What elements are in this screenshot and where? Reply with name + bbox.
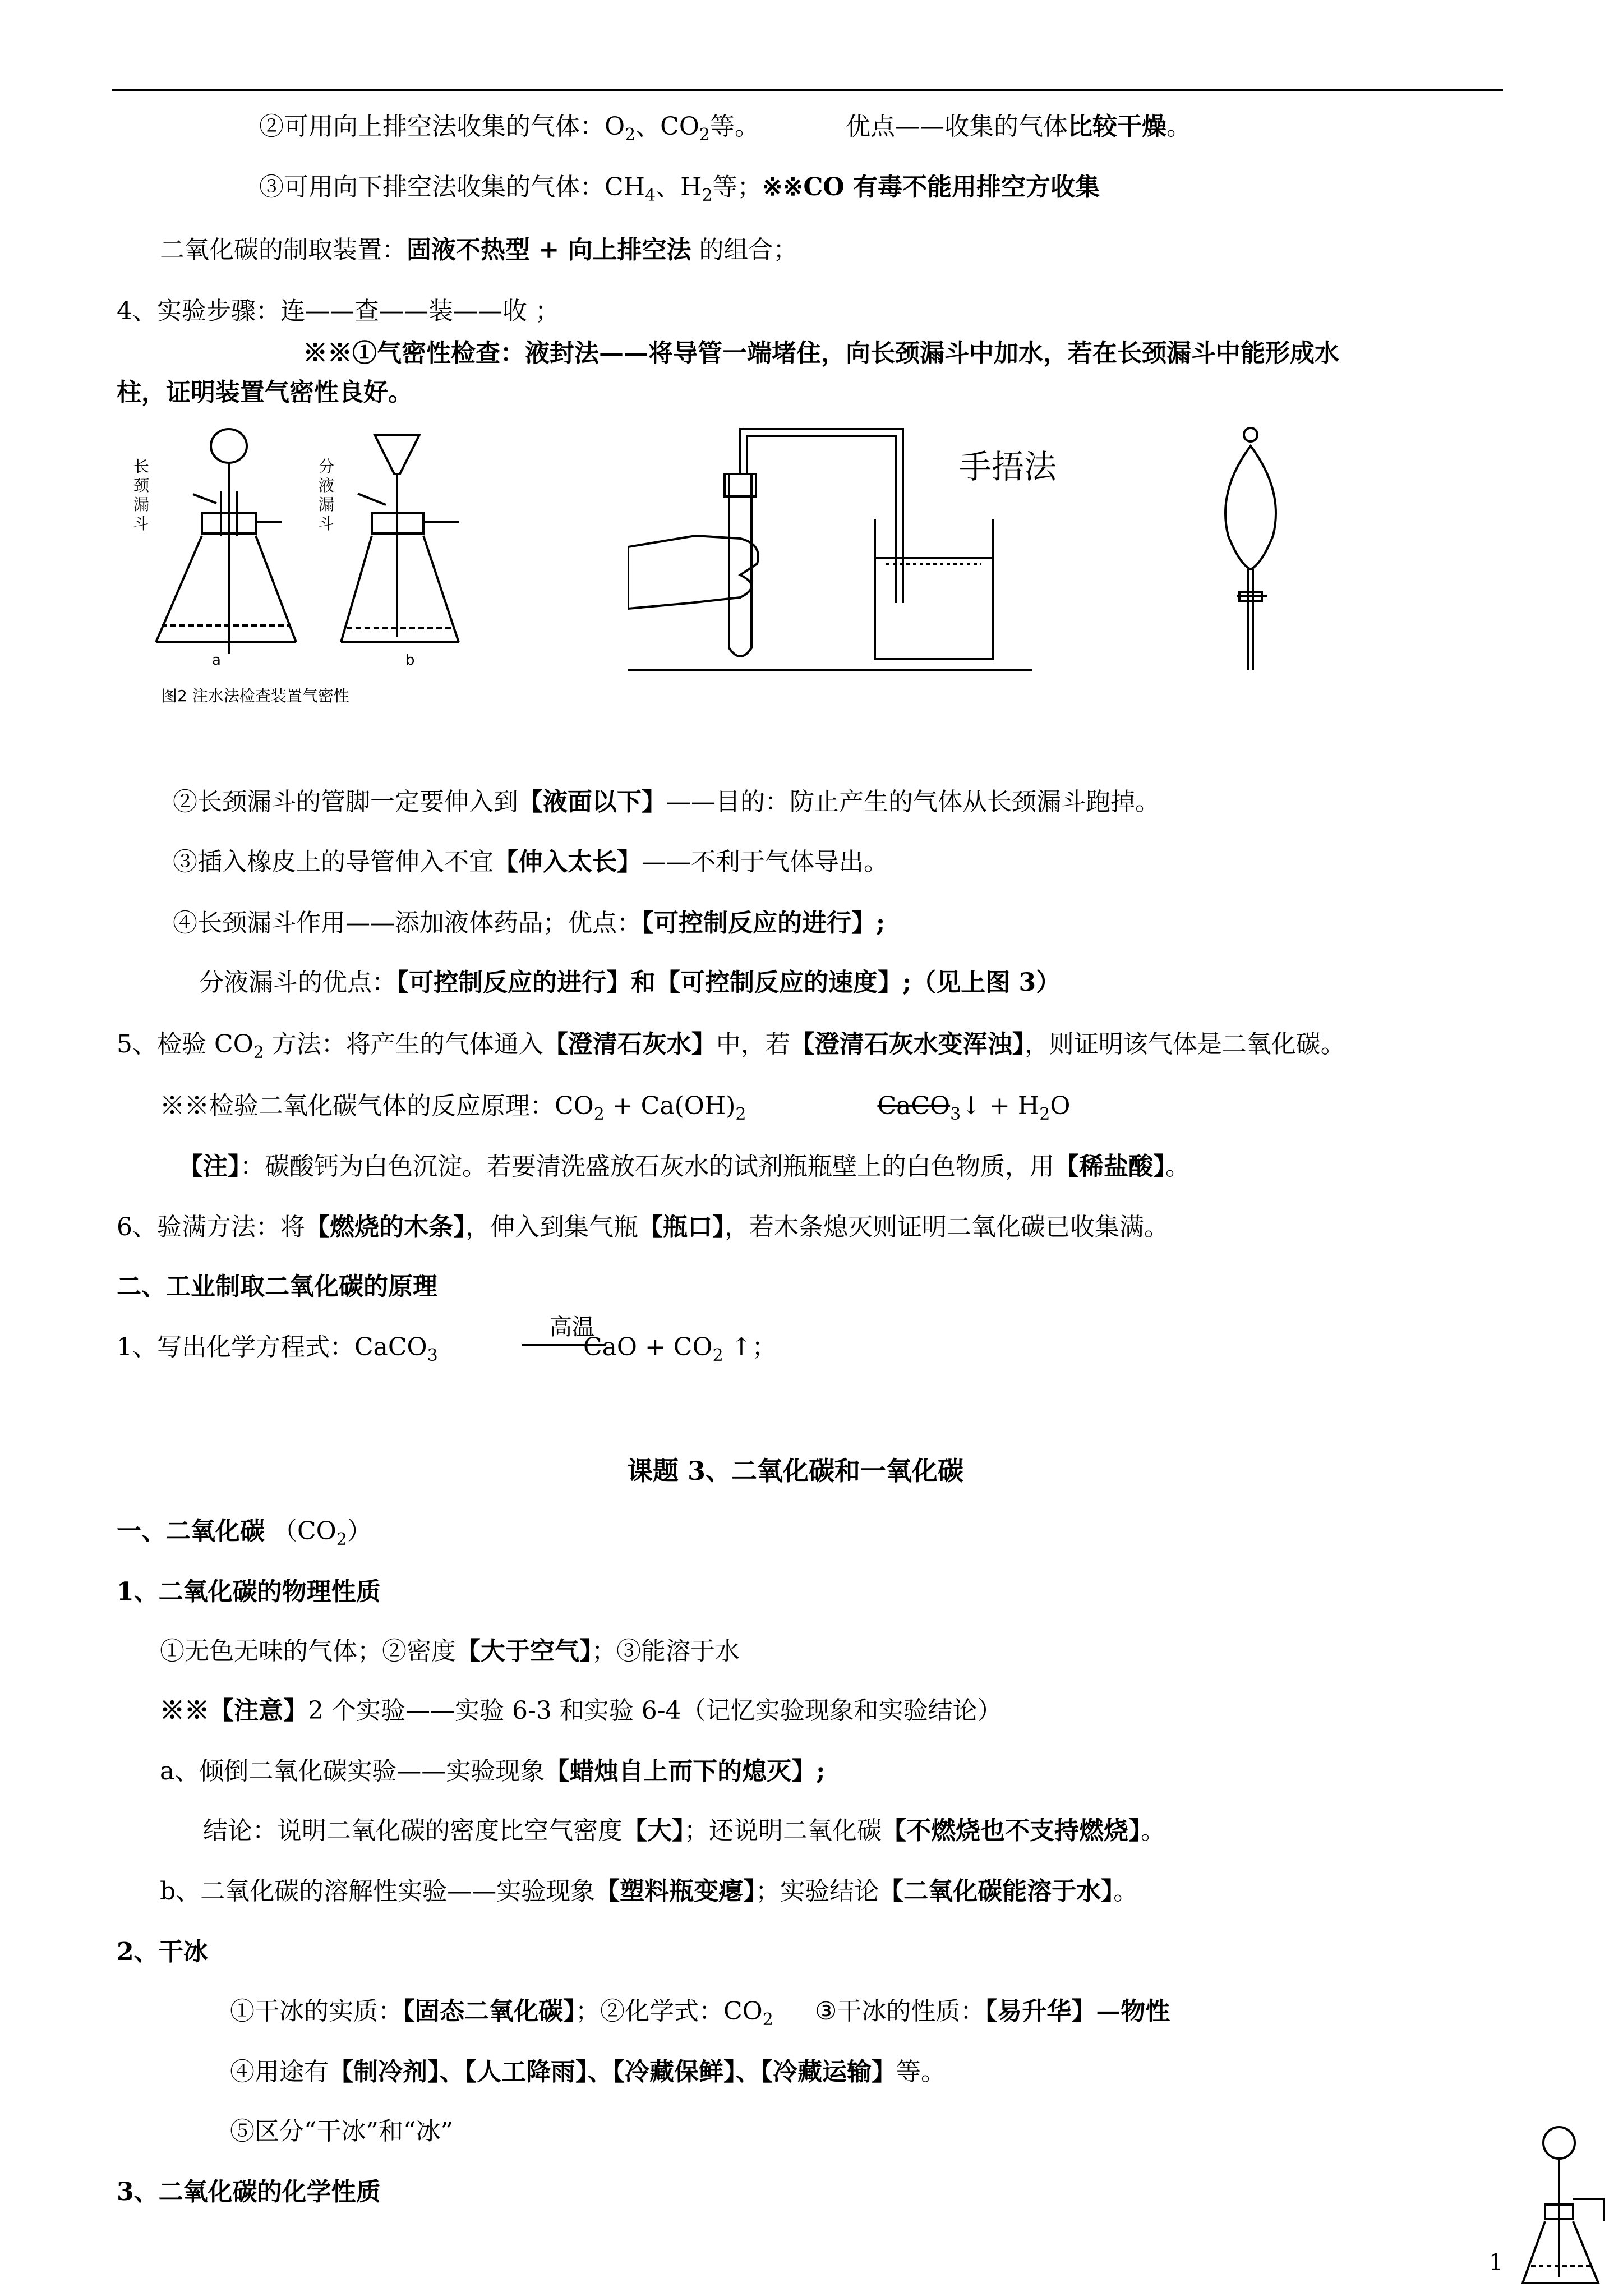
line-two-experiments: ※※【注意】2 个实验——实验 6-3 和实验 6-4（记忆实验现象和实验结论） [160,1696,1002,1725]
figure-water-injection-check [128,424,487,715]
fig2-label: 手捂法 [959,448,1057,486]
fig1-label-separatory-funnel: 分液漏斗 [319,457,335,533]
fig1-label-b: b [405,652,415,669]
figure-separatory-funnel [1206,424,1295,682]
fig1-caption: 图2 注水法检查装置气密性 [162,687,349,705]
line-experiment-steps: 4、实验步骤：连——查——装——收 ； [117,297,560,325]
heading-industrial-co2: 二、工业制取二氧化碳的原理 [117,1272,437,1301]
line-industrial-equation-products: CaO + $CO_2$ ↑； [583,1333,777,1365]
heading-carbon-dioxide: 一、二氧化碳 $(CO_2)$ [117,1517,372,1549]
line-note-calcium-carbonate: 【注】：碳酸钙为白色沉淀。若要清洗盛放石灰水的试剂瓶瓶壁上的白色物质，用【稀盐酸】。 [178,1152,1190,1181]
line-airtightness-check-cont: 柱，证明装置气密性良好。 [117,378,413,407]
line-upward-air-collection: ②可用向上排空法收集的气体：$O_2$、$CO_2$等。 优点——收集的气体比较干燥。 [259,112,1192,145]
line-full-check-method: 6、验满方法：将【燃烧的木条】，伸入到集气瓶【瓶口】，若木条熄灭则证明二氧化碳已收集满。 [117,1213,1169,1241]
separatory-funnel-illustration [1206,424,1295,682]
corner-flask-illustration [1514,2120,1615,2289]
line-solubility-experiment: b、二氧化碳的溶解性实验——实验现象【塑料瓶变瘪】；实验结论【二氧化碳能溶于水】。 [160,1877,1138,1906]
line-co2-test-method: 5、检验 $CO_2$ 方法：将产生的气体通入【澄清石灰水】中，若【澄清石灰水变浑浊】，则证明该气体是二氧化碳。 [117,1030,1345,1062]
line-airtightness-check: ※※①气密性检查：液封法——将导管一端堵住，向长颈漏斗中加水，若在长颈漏斗中能形成水 [303,339,1339,367]
page-number: 1 [1489,2249,1504,2275]
line-pouring-conclusion: 结论：说明二氧化碳的密度比空气密度【大】；还说明二氧化碳【不燃烧也不支持燃烧】。 [203,1816,1165,1845]
header-rule [112,89,1503,91]
line-dry-ice-nature: ①干冰的实质：【固态二氧化碳】；②化学式：$CO_2$ ③干冰的性质：【易升华】—物性 [230,1997,1170,2030]
line-distinguish-ice: ⑤区分“干冰”和“冰” [230,2117,453,2146]
line-industrial-equation: 1、写出化学方程式：CaCO$_3$ [117,1333,438,1365]
figure-hand-warming-method [628,424,1133,682]
line-co2-test-reaction: ※※检验二氧化碳气体的反应原理：$CO_2 + Ca(OH)_2$ CaCO$_3$↓ + $H_2O$ [160,1092,1071,1124]
line-pouring-experiment: a、倾倒二氧化碳实验——实验现象【蜡烛自上而下的熄灭】; [160,1757,826,1786]
lesson-title: 课题 3、二氧化碳和一氧化碳 [627,1456,964,1486]
heading-dry-ice: 2、干冰 [117,1938,208,1966]
fig1-label-long-funnel: 长颈漏斗 [133,457,150,533]
line-separatory-funnel-advantages: 分液漏斗的优点：【可控制反应的进行】和【可控制反应的速度】;（见上图 3） [199,968,1061,997]
flask-apparatus-illustration [128,424,487,715]
line-dry-ice-uses: ④用途有【制冷剂】、【人工降雨】、【冷藏保鲜】、【冷藏运输】等。 [230,2058,946,2086]
gas-bottle-icon [1514,2120,1615,2289]
line-physical-properties: ①无色无味的气体；②密度【大于空气】；③能溶于水 [160,1637,740,1665]
heading-physical-properties: 1、二氧化碳的物理性质 [117,1577,381,1606]
reaction-condition-high-temp: 高温 [550,1314,594,1340]
line-downward-air-collection: ③可用向下排空法收集的气体：$CH_4$、$H_2$等；※※CO 有毒不能用排空方收集 [259,173,1100,205]
hand-warming-illustration [628,424,1133,682]
fig1-label-a: a [212,652,221,669]
line-co2-apparatus: 二氧化碳的制取装置：固液不热型 + 向上排空法 的组合； [160,236,798,264]
line-tube-length: ③插入橡皮上的导管伸入不宜【伸入太长】——不利于气体导出。 [173,848,888,876]
heading-chemical-properties: 3、二氧化碳的化学性质 [117,2178,381,2206]
line-funnel-depth: ②长颈漏斗的管脚一定要伸入到【液面以下】——目的：防止产生的气体从长颈漏斗跑掉。 [173,788,1160,816]
line-funnel-function: ④长颈漏斗作用——添加液体药品；优点：【可控制反应的进行】; [173,909,886,937]
